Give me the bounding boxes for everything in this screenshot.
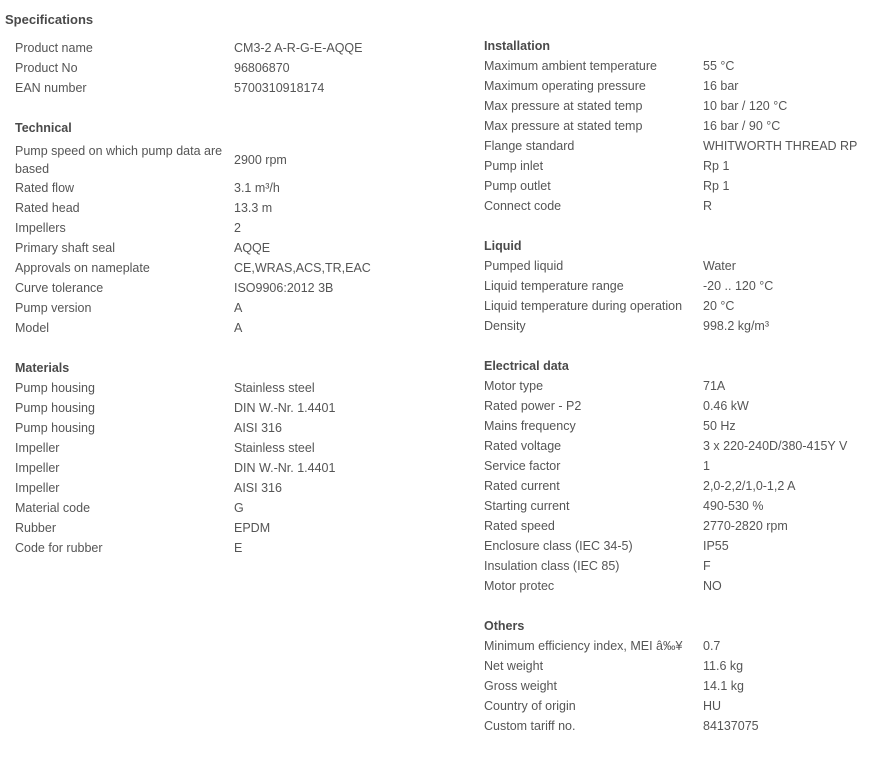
spec-row bbox=[484, 98, 869, 118]
spec-row bbox=[484, 118, 869, 138]
spec-row bbox=[15, 460, 455, 480]
spec-label: Product name bbox=[15, 41, 93, 55]
spec-label: Rated voltage bbox=[484, 439, 562, 453]
spec-row bbox=[484, 258, 869, 278]
spec-value: AQQE bbox=[234, 241, 271, 255]
spec-label: Rated head bbox=[15, 201, 80, 215]
spec-value: 84137075 bbox=[703, 719, 759, 733]
spec-value: Rp 1 bbox=[703, 159, 730, 173]
materials-section bbox=[15, 380, 455, 560]
spec-value: ISO9906:2012 3B bbox=[234, 281, 334, 295]
spacer bbox=[15, 100, 455, 120]
spacer bbox=[484, 598, 869, 618]
spec-value: Water bbox=[703, 259, 736, 273]
spec-row bbox=[15, 320, 455, 340]
spec-value: 13.3 m bbox=[234, 201, 273, 215]
spec-row bbox=[15, 380, 455, 400]
spec-value: 16 bar / 90 °C bbox=[703, 119, 781, 133]
spec-label: Minimum efficiency index, MEI â‰¥ bbox=[484, 639, 683, 653]
spec-row bbox=[15, 220, 455, 240]
spec-row bbox=[484, 318, 869, 338]
spec-value: R bbox=[703, 199, 713, 213]
spec-value: 998.2 kg/m³ bbox=[703, 319, 770, 333]
spec-value: 2 bbox=[234, 221, 241, 235]
spec-row bbox=[484, 558, 869, 578]
spec-value: WHITWORTH THREAD RP bbox=[703, 139, 858, 153]
spec-value: -20 .. 120 °C bbox=[703, 279, 774, 293]
spec-label: Pump speed on which pump data are based bbox=[15, 144, 223, 176]
spec-label: Rated speed bbox=[484, 519, 555, 533]
spec-label: Impellers bbox=[15, 221, 66, 235]
spec-label: Pump outlet bbox=[484, 179, 551, 193]
spec-label: Code for rubber bbox=[15, 541, 103, 555]
spec-label: Density bbox=[484, 319, 526, 333]
spec-row bbox=[484, 278, 869, 298]
spec-label: Pump version bbox=[15, 301, 92, 315]
spec-value: 11.6 kg bbox=[703, 659, 744, 673]
spec-row bbox=[484, 478, 869, 498]
spec-label: Pump housing bbox=[15, 381, 95, 395]
spec-row bbox=[15, 500, 455, 520]
spec-row bbox=[484, 538, 869, 558]
installation-heading: Installation bbox=[484, 39, 550, 53]
spec-value: 96806870 bbox=[234, 61, 290, 75]
spec-row bbox=[484, 198, 869, 218]
spec-label: Enclosure class (IEC 34-5) bbox=[484, 539, 633, 553]
spec-row bbox=[484, 418, 869, 438]
spec-row bbox=[484, 438, 869, 458]
spec-row bbox=[484, 378, 869, 398]
spec-label: Gross weight bbox=[484, 679, 557, 693]
spec-value: CE,WRAS,ACS,TR,EAC bbox=[234, 261, 371, 275]
spec-label: Motor protec bbox=[484, 579, 555, 593]
spec-label: Rated flow bbox=[15, 181, 75, 195]
spec-row bbox=[484, 78, 869, 98]
spec-value: 55 °C bbox=[703, 59, 735, 73]
spec-label: Material code bbox=[15, 501, 91, 515]
spec-row bbox=[15, 480, 455, 500]
spec-label: Approvals on nameplate bbox=[15, 261, 150, 275]
spec-value: 71A bbox=[703, 379, 726, 393]
spec-row bbox=[15, 300, 455, 320]
spec-row bbox=[15, 400, 455, 420]
spec-row bbox=[15, 40, 455, 60]
spec-value: IP55 bbox=[703, 539, 729, 553]
spec-value: 50 Hz bbox=[703, 419, 736, 433]
others-section bbox=[484, 638, 869, 738]
spec-label: Pump housing bbox=[15, 421, 95, 435]
spec-label: Service factor bbox=[484, 459, 561, 473]
spec-value: 16 bar bbox=[703, 79, 739, 93]
spec-value: CM3-2 A-R-G-E-AQQE bbox=[234, 41, 363, 55]
spec-value: 2900 rpm bbox=[234, 153, 287, 167]
spec-row bbox=[15, 60, 455, 80]
spec-value: AISI 316 bbox=[234, 481, 282, 495]
left-column bbox=[15, 40, 455, 560]
spec-value: 1 bbox=[703, 459, 710, 473]
spec-value: EPDM bbox=[234, 521, 271, 535]
spec-row bbox=[15, 420, 455, 440]
spec-label: Connect code bbox=[484, 199, 562, 213]
spec-value: AISI 316 bbox=[234, 421, 282, 435]
spacer bbox=[15, 340, 455, 360]
spacer bbox=[484, 338, 869, 358]
installation-section bbox=[484, 58, 869, 218]
spec-row bbox=[484, 718, 869, 738]
spec-row bbox=[484, 158, 869, 178]
spec-value: A bbox=[234, 321, 243, 335]
spec-value: 0.46 kW bbox=[703, 399, 749, 413]
spec-label: Rated current bbox=[484, 479, 560, 493]
materials-heading: Materials bbox=[15, 361, 70, 375]
spec-row bbox=[484, 458, 869, 478]
spec-label: Pump inlet bbox=[484, 159, 544, 173]
spec-label: Curve tolerance bbox=[15, 281, 104, 295]
spec-value: 2770-2820 rpm bbox=[703, 519, 788, 533]
spec-value: 14.1 kg bbox=[703, 679, 745, 693]
spec-value: 2,0-2,2/1,0-1,2 A bbox=[703, 479, 796, 493]
spec-value: Rp 1 bbox=[703, 179, 730, 193]
spec-label: Mains frequency bbox=[484, 419, 576, 433]
spec-value: DIN W.-Nr. 1.4401 bbox=[234, 461, 336, 475]
spec-row bbox=[484, 638, 869, 658]
spec-row bbox=[484, 178, 869, 198]
spec-label: Rated power - P2 bbox=[484, 399, 582, 413]
spec-row bbox=[15, 440, 455, 460]
spec-label: Max pressure at stated temp bbox=[484, 99, 643, 113]
spec-value: Stainless steel bbox=[234, 381, 315, 395]
spec-value: 490-530 % bbox=[703, 499, 764, 513]
spec-label: Starting current bbox=[484, 499, 570, 513]
spec-value: E bbox=[234, 541, 243, 555]
spec-row bbox=[484, 138, 869, 158]
spec-row bbox=[15, 260, 455, 280]
spec-label: Country of origin bbox=[484, 699, 576, 713]
spec-value: A bbox=[234, 301, 243, 315]
spec-row bbox=[484, 658, 869, 678]
spec-row bbox=[484, 578, 869, 598]
spec-label: Insulation class (IEC 85) bbox=[484, 559, 620, 573]
spec-value: 3 x 220-240D/380-415Y V bbox=[703, 439, 848, 453]
spec-label: Impeller bbox=[15, 481, 60, 495]
spec-label: EAN number bbox=[15, 81, 87, 95]
spec-value: DIN W.-Nr. 1.4401 bbox=[234, 401, 336, 415]
spec-value: 5700310918174 bbox=[234, 81, 325, 95]
spec-row bbox=[15, 540, 455, 560]
right-column bbox=[484, 38, 869, 738]
spec-value: NO bbox=[703, 579, 722, 593]
spec-label: Liquid temperature during operation bbox=[484, 299, 683, 313]
spec-row bbox=[15, 140, 455, 180]
spec-row bbox=[15, 80, 455, 100]
spec-row bbox=[484, 498, 869, 518]
spec-label: Model bbox=[15, 321, 50, 335]
spec-value: F bbox=[703, 559, 711, 573]
spec-row bbox=[484, 678, 869, 698]
spec-label: Maximum operating pressure bbox=[484, 79, 646, 93]
spec-label: Maximum ambient temperature bbox=[484, 59, 657, 73]
others-heading: Others bbox=[484, 619, 525, 633]
spec-row bbox=[484, 58, 869, 78]
spec-row bbox=[484, 398, 869, 418]
spec-value: 0.7 bbox=[703, 639, 721, 653]
spec-row bbox=[484, 298, 869, 318]
spec-row bbox=[15, 200, 455, 220]
page-title: Specifications bbox=[5, 12, 94, 27]
spec-label: Flange standard bbox=[484, 139, 575, 153]
spec-label: Liquid temperature range bbox=[484, 279, 624, 293]
spec-row bbox=[15, 180, 455, 200]
electrical-section bbox=[484, 378, 869, 598]
liquid-section bbox=[484, 258, 869, 338]
spec-row bbox=[484, 518, 869, 538]
spec-row bbox=[484, 698, 869, 718]
spec-value: 3.1 m³/h bbox=[234, 181, 280, 195]
technical-section bbox=[15, 140, 455, 340]
spec-label: Custom tariff no. bbox=[484, 719, 576, 733]
spec-label: Product No bbox=[15, 61, 78, 75]
spec-label: Pumped liquid bbox=[484, 259, 564, 273]
spec-label: Impeller bbox=[15, 441, 60, 455]
spec-label: Net weight bbox=[484, 659, 544, 673]
spec-label: Impeller bbox=[15, 461, 60, 475]
liquid-heading: Liquid bbox=[484, 239, 522, 253]
spec-value: G bbox=[234, 501, 244, 515]
spacer bbox=[484, 218, 869, 238]
spec-value: HU bbox=[703, 699, 722, 713]
spec-row bbox=[15, 240, 455, 260]
general-section bbox=[15, 40, 455, 100]
technical-heading: Technical bbox=[15, 121, 72, 135]
spec-label: Rubber bbox=[15, 521, 56, 535]
spec-label: Pump housing bbox=[15, 401, 95, 415]
electrical-heading: Electrical data bbox=[484, 359, 569, 373]
spec-label: Motor type bbox=[484, 379, 544, 393]
spec-value: 10 bar / 120 °C bbox=[703, 99, 788, 113]
spec-row bbox=[15, 520, 455, 540]
spec-label: Primary shaft seal bbox=[15, 241, 116, 255]
spec-value: 20 °C bbox=[703, 299, 735, 313]
spec-value: Stainless steel bbox=[234, 441, 315, 455]
spec-label: Max pressure at stated temp bbox=[484, 119, 643, 133]
spec-row bbox=[15, 280, 455, 300]
